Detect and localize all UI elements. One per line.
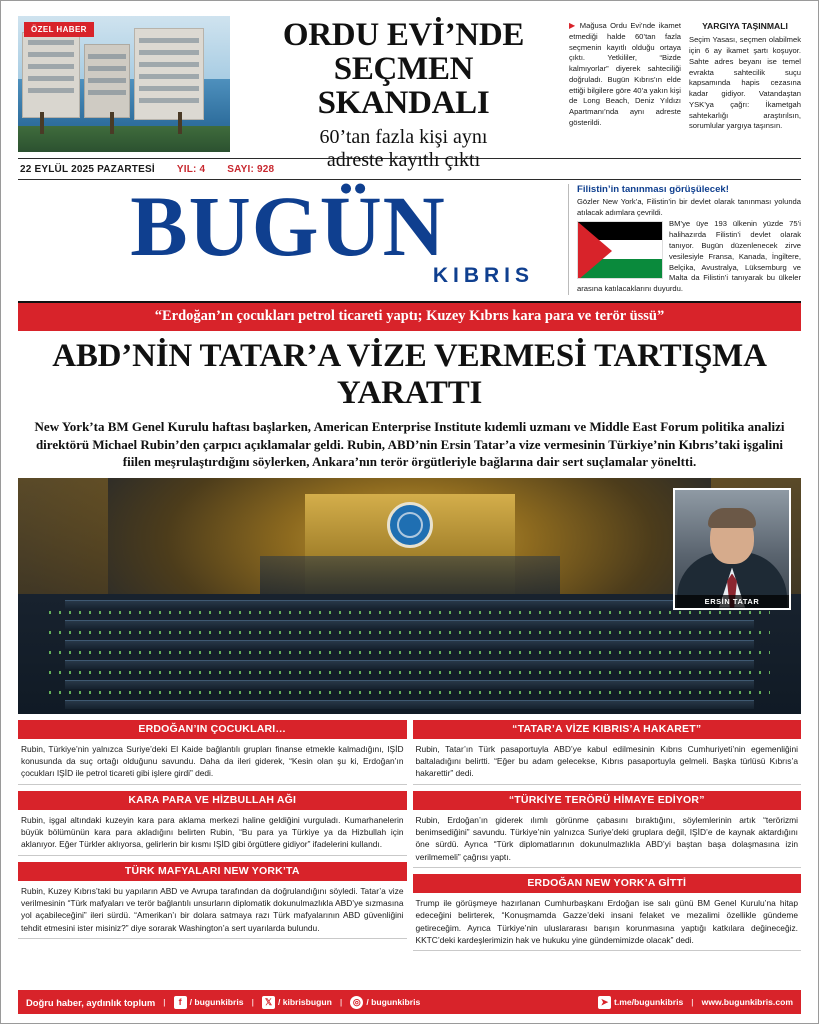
top-column-1	[569, 20, 681, 152]
story-box-title: ERDOĞAN’IN ÇOCUKLARI…	[18, 720, 407, 739]
story-box	[18, 862, 407, 939]
un-emblem-icon	[387, 502, 433, 548]
story-box-body: Rubin, Tatar’ın Türk pasaportuyla ABD’ye kabul edilmesinin Kıbrıs Cumhuriyeti’nin egemenliğini baltaladığını belirtti. “Eğer bu adam gelecekse, Kıbrıs pasaportuyla gelmeli. Başka türlüsü Kıbrıs’a hakarettir” dedi.	[413, 739, 802, 785]
footer-telegram-handle: t.me/bugunkibris	[614, 997, 684, 1007]
palestine-sidebar-body2: BM’ye üye 193 ülkenin yüzde 75’i halihazırda Filistin’i devlet olarak tanıyor. Bugün düzenlenecek zirve vesilesiyle Fransa, Kanada, İngiltere, Belçika, Avustralya, Lüksemburg ve Malta da Filistin’i tanıyarak bu ülkeler arasına katılacaklarını duyurdu.	[577, 218, 801, 294]
story-box	[413, 874, 802, 951]
story-box-title: KARA PARA VE HİZBULLAH AĞI	[18, 791, 407, 810]
story-box	[18, 720, 407, 785]
x-twitter-icon: 𝕏	[262, 996, 275, 1009]
story-box	[413, 720, 802, 785]
footer-telegram[interactable]	[598, 996, 683, 1009]
footer-website[interactable]: www.bugunkibris.com	[701, 997, 793, 1007]
footer-separator: |	[163, 997, 166, 1007]
story-box-title: “TÜRKİYE TERÖRÜ HİMAYE EDİYOR”	[413, 791, 802, 810]
footer-separator: |	[339, 997, 343, 1007]
footer-instagram[interactable]	[350, 996, 420, 1009]
top-side-columns	[569, 16, 801, 152]
masthead	[18, 178, 558, 295]
top-headline-line2: SEÇMEN SKANDALI	[317, 50, 490, 121]
palestine-sidebar-title: Filistin’in tanınması görüşülecek!	[577, 184, 729, 195]
story-column-right	[413, 720, 802, 952]
ersin-tatar-portrait	[673, 488, 791, 610]
story-box-body: Rubin, işgal altındaki kuzeyin kara para aklama merkezi haline geldiğini vurguladı. Kumarhanelerin büyük bölümünün kara para akladığını belirten Rubin, “Bu para ya Türkiye ya da Hizbullah için aklanıyor. Eğer Türkler aklıyorsa, gelirlerin bir kısmı IŞİD gibi örgütlere gidiyor” ifadelerini kullandı.	[18, 810, 407, 856]
ordu-evi-photo	[18, 16, 230, 152]
footer-facebook[interactable]	[174, 996, 244, 1009]
story-box-body: Rubin, Kuzey Kıbrıs’taki bu yapıların ABD ve Avrupa tarafından da doğrulandığını söyledi. Tatar’a vize verilmesinin “Türk mafyaları ve terör bağlantılı unsurların diplomatik dokunulmazlıkla ABD’ye sızmasına yol açabileceğini” ileri sürdü. “Amerikan’ı bir dolara satmaya razı Türk mafyalarının ABD güvenliğini tehdit etmesini ister misiniz?” diye sorarak Washington’a sert uyarılarda bulundu.	[18, 881, 407, 939]
footer-x-handle: / kibrisbugun	[277, 997, 332, 1007]
story-box-title: TÜRK MAFYALARI NEW YORK’TA	[18, 862, 407, 881]
footer-facebook-handle: / bugunkibris	[189, 997, 244, 1007]
top-column-1-text: Mağusa Ordu Evi’nde ikamet etmediği halde 60’tan fazla seçmenin kayıtlı olduğu ortaya çıktı. Yetkililer, “Bizde kalmıyorlar” diyerek sahteciliği doğruladı. Bugün Kıbrıs’ın elde ettiği bilgilere göre 40’a yakın kişi de Long Beach, Deniz Yıldızı Apartmanı’nda aynı adreste gösterildi.	[569, 21, 681, 128]
top-column-2-title: YARGIYA TAŞINMALI	[702, 21, 788, 31]
footer-slogan: Doğru haber, aydınlık toplum	[26, 996, 156, 1008]
top-subheadline-line1: 60’tan fazla kişi aynı	[319, 125, 488, 148]
hero-photo-un-assembly	[18, 478, 801, 714]
instagram-icon: ◎	[350, 996, 363, 1009]
story-box-title: “TATAR’A VİZE KIBRIS’A HAKARET”	[413, 720, 802, 739]
masthead-row	[18, 179, 801, 295]
story-box-body: Rubin, Türkiye’nin yalnızca Suriye’deki El Kaide bağlantılı grupları finanse etmekle kalmadığını, IŞİD konusunda da suç ortağı olduğunu savundu. Daha da ileri giderek, “Kesin olan şu ki, Erdoğan’ın çocukları IŞİD ile petrol ticareti gibi işlere girdi” dedi.	[18, 739, 407, 785]
story-box-body: Trump ile görüşmeye hazırlanan Cumhurbaşkanı Erdoğan ise salı günü BM Genel Kurulu’na hitap edeceğini belirterek, “Konuşmamda Gazze’deki insani felaket ve mezalimi özellikle gündeme getireceğim. Ayrıca Türkiye’nin uluslararası barışın korunmasına yaptığı katkılara değineceğiz. KKTC’deki kardeşlerimizin hak ve hukuku yine gündemimizde olacak” dedi.	[413, 893, 802, 951]
portrait-caption: ERSİN TATAR	[675, 595, 789, 608]
story-box	[413, 791, 802, 868]
footer-instagram-handle: / bugunkibris	[366, 997, 421, 1007]
ozel-haber-badge: ÖZEL HABER	[24, 22, 94, 37]
story-box-body: Rubin, Erdoğan’ın giderek ılımlı görünme çabasını bıraktığını, söylemlerinin artık “terörizmi benimsediğini” savundu. Türkiye’nin yalnızca Suriye’deki gruplara değil, IŞİD’e de kaynak aktardığını öne sürdü. Ayrıca “Türk diplomatlarının dokunulmazlıkla ABD’yi baştan başa dolaşmasına izin verilmemeli” çağrısı yaptı.	[413, 810, 802, 868]
story-box	[18, 791, 407, 856]
top-column-2	[689, 20, 801, 152]
top-headline-line1: ORDU EVİ’NDE	[282, 17, 525, 53]
footer-separator: |	[691, 997, 694, 1007]
main-standfirst: New York’ta BM Genel Kurulu haftası başlarken, American Enterprise Institute kıdemli uzmanı ve Middle East Forum politika analizi direktörü Michael Rubin’den çarpıcı açıklamalar geldi. Rubin, ABD’nin Ersin Tatar’a vize vermesinin Türkiye’nin Kıbrıs’taki işgalini fiilen meşrulaştırdığını söylerken, Ankara’nın terör örgütleriyle bağlarına dair sert suçlamalar yöneltti.	[34, 419, 785, 470]
footer-bar	[18, 990, 801, 1014]
story-box-title: ERDOĞAN NEW YORK’A GİTTİ	[413, 874, 802, 893]
issue-number: SAYI: 928	[227, 164, 275, 175]
palestine-flag-icon	[577, 221, 663, 279]
palestine-sidebar	[568, 184, 801, 295]
newspaper-logo-subtitle: KIBRIS	[432, 264, 534, 288]
top-column-2-text: Seçim Yasası, seçmen olabilmek için 6 ay ikamet şartı koşuyor. Sahte adres beyanı ise temel evrakta sahtecilik suçu kapsamında hapis cezasına kadar gidiyor. Vatandaştan YSK’ya çağrı: İkametgah sahtekarlığı araştırılsın, sorumlular yargıya taşınsın.	[689, 35, 801, 131]
publication-date: 22 EYLÜL 2025 PAZARTESİ	[20, 164, 155, 175]
story-column-left	[18, 720, 407, 952]
facebook-icon: f	[174, 996, 187, 1009]
volume-year: YIL: 4	[176, 164, 206, 175]
story-boxes	[18, 720, 801, 952]
footer-separator: |	[251, 997, 254, 1007]
top-subheadline-line2: adreste kayıtlı çıktı	[326, 149, 481, 172]
quote-banner: “Erdoğan’ın çocukları petrol ticareti yaptı; Kuzey Kıbrıs kara para ve terör üssü”	[18, 301, 801, 331]
newspaper-logo: BUGÜN	[130, 178, 446, 274]
main-headline: ABD’NİN TATAR’A VİZE VERMESİ TARTIŞMA YARATTI	[52, 338, 767, 412]
palestine-sidebar-body1: Gözler New York’a, Filistin’in bir devlet olarak tanınması yolunda atılacak adımlara çevrildi.	[577, 197, 801, 217]
footer-x[interactable]	[262, 996, 332, 1009]
telegram-icon: ➤	[598, 996, 611, 1009]
arrow-icon: ▶	[569, 21, 577, 30]
